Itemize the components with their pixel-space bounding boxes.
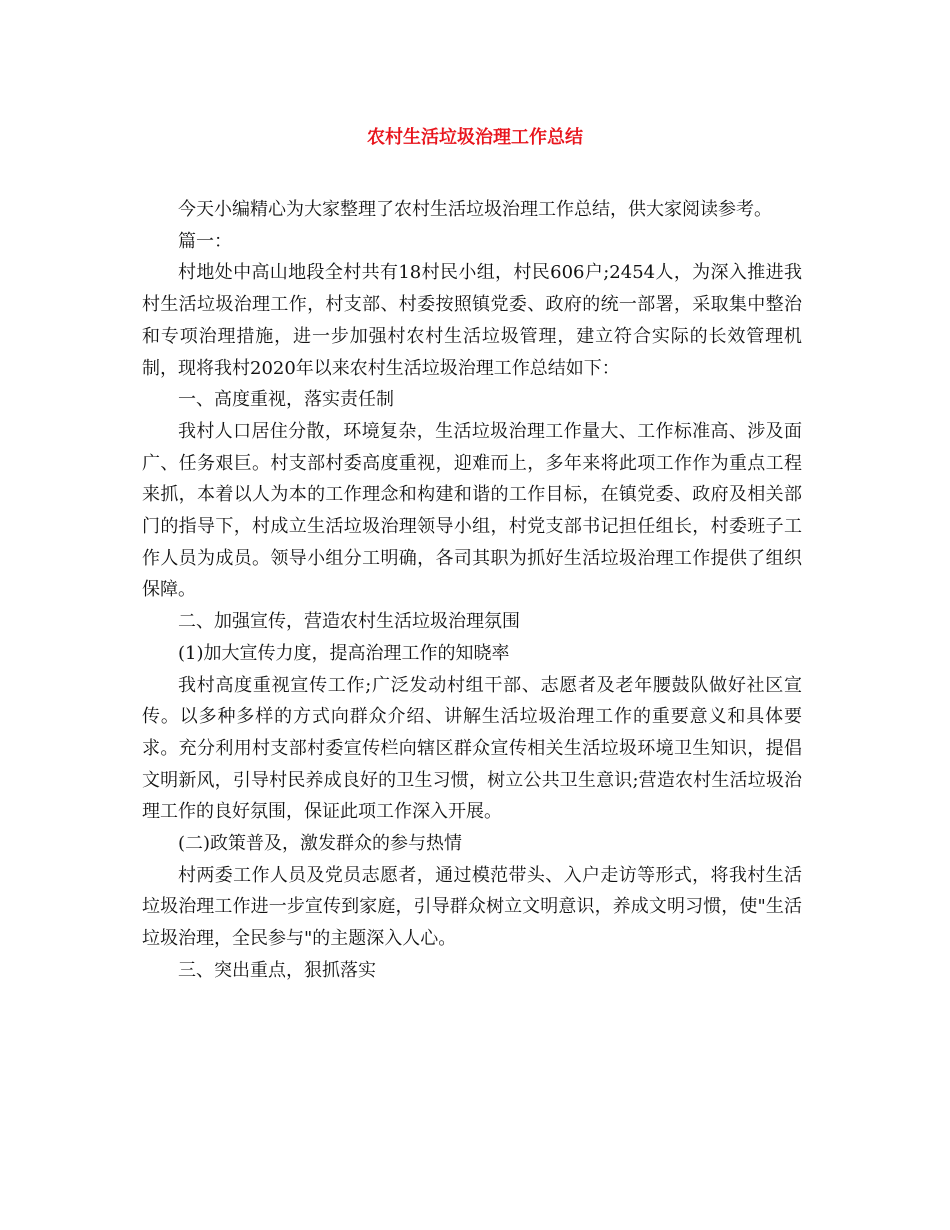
document-body [142, 194, 802, 987]
paragraph-part-one-label: 篇一： [178, 230, 232, 252]
paragraph-section-1: 我村人口居住分散，环境复杂，生活垃圾治理工作量大、工作标准高、涉及面广、任务艰巨。村支部村委高度重视，迎难而上，多年来将此项工作作为重点工程来抓，本着以人为本的工作理念和构建和谐的工作目标，在镇党委、政府及相关部门的指导下，村成立生活垃圾治理领导小组，村党支部书记担任组长，村委班子工作人员为成员。领导小组分工明确，各司其职为抓好生活垃圾治理工作提供了组织保障。 [142, 420, 802, 601]
paragraph-section-2-1: 我村高度重视宣传工作;广泛发动村组干部、志愿者及老年腰鼓队做好社区宣传。以多种多样的方式向群众介绍、讲解生活垃圾治理工作的重要意义和具体要求。充分利用村支部村委宣传栏向辖区群众宣传相关生活垃圾环境卫生知识，提倡文明新风，引导村民养成良好的卫生习惯，树立公共卫生意识;营造农村生活垃圾治理工作的良好氛围，保证此项工作深入开展。 [142, 674, 802, 823]
subsection-heading-2-2: (二)政策普及，激发群众的参与热情 [178, 833, 463, 855]
section-heading-3: 三、突出重点，狠抓落实 [178, 959, 376, 981]
section-heading-1: 一、高度重视，落实责任制 [178, 389, 394, 411]
paragraph-intro: 今天小编精心为大家整理了农村生活垃圾治理工作总结，供大家阅读参考。 [178, 199, 772, 220]
document-title: 农村生活垃圾治理工作总结 [367, 127, 583, 148]
paragraph-village-overview: 村地处中高山地段全村共有18村民小组，村民606户;2454人，为深入推进我村生活垃圾治理工作，村支部、村委按照镇党委、政府的统一部署，采取集中整治和专项治理措施，进一步加强村农村生活垃圾管理，建立符合实际的长效管理机制，现将我村2020年以来农村生活垃圾治理工作总结如下： [142, 262, 802, 379]
subsection-heading-2-1: (1)加大宣传力度，提高治理工作的知晓率 [178, 642, 510, 664]
section-heading-2: 二、加强宣传，营造农村生活垃圾治理氛围 [178, 611, 520, 633]
paragraph-section-2-2: 村两委工作人员及党员志愿者，通过模范带头、入户走访等形式，将我村生活垃圾治理工作进一步宣传到家庭，引导群众树立文明意识，养成文明习惯，使"生活垃圾治理，全民参与"的主题深入人心。 [142, 864, 802, 950]
